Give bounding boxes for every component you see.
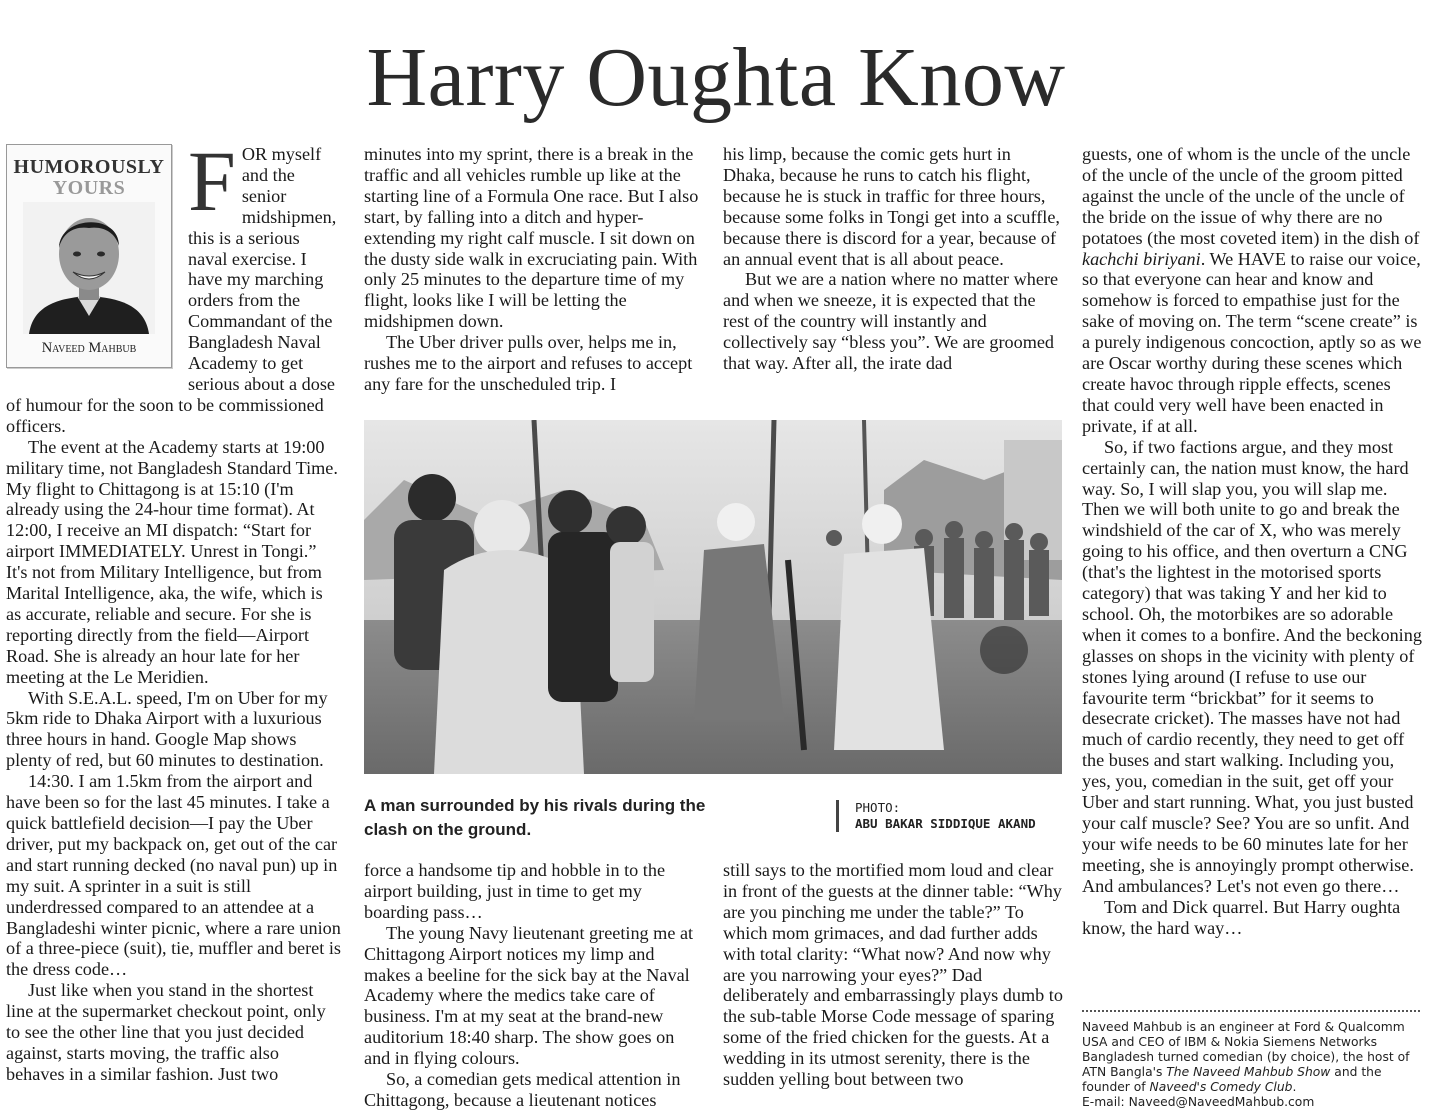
paragraph: force a handsome tip and hobble in to the airport building, just in time to get my boarding pass… xyxy=(364,860,666,922)
italic-term: kachchi biriyani xyxy=(1082,248,1201,269)
headline: Harry Oughta Know xyxy=(366,31,1066,124)
paragraph: Tom and Dick quarrel. But Harry oughta know, the hard way… xyxy=(1082,896,1401,938)
author-name: Naveed Mahbub xyxy=(41,339,137,356)
article-column-3-continued xyxy=(723,860,1063,1090)
show-name: The Naveed Mahbub Show xyxy=(1166,1065,1331,1079)
paragraph: 14:30. I am 1.5km from the airport and have been so for the last 45 minutes. I take a quick battlefield decision—I pay the Uber driver, put my backpack on, get out of the car and start running decked (no naval pun) up in my suit. A sprinter in a suit is still underdressed compared to an attendee at a Bangladeshi winter picnic, where a rare union of a three-piece (suit), tie, muffler and beret is the dress code… xyxy=(6,771,341,980)
column-badge xyxy=(6,144,172,368)
paragraph: minutes into my sprint, there is a break in the traffic and all vehicles rumble up like at the starting line of a Formula One race. But I also start, by falling into a ditch and hyper-extending my right calf muscle. I sit down on the dusty side walk in excruciating pain. With only 25 minutes to the departure time of my flight, looks like I will be letting the midshipmen down. xyxy=(364,144,699,332)
article-column-2-continued xyxy=(364,860,702,1111)
paragraph: So, if two factions argue, and they most certainly can, the nation must know, the hard way. So, I will slap you, you will slap me. Then we will both unite to go and break the windshield of the car of X, who was merely going to his office, and then overturn a CNG (that's the lightest in the motorised sports category) that was taking Y and her kid to school. Oh, the motorbikes are so adorable when it comes to a bonfire. And the beckoning glasses on shops in the vicinity with plenty of stones lying around (I refuse to use our favourite term “brickbat” for it seems to desecrate cricket). The masses have not had much of cardio recently, they need to get off the buses and start walking. Including you, yes, you, comedian in the suit, get off your Uber and start running. What, you just busted your calf muscle? See? You are so unfit. And your wife needs to be 60 minutes late for her meeting, she is annoyingly prompt otherwise. And ambulances? Let's not even go there… xyxy=(1082,436,1422,896)
badge-title-2: YOURS xyxy=(52,176,126,199)
paragraph: So, a comedian gets medical attention in Chittagong, because a lieutenant notices xyxy=(364,1069,681,1110)
photo-credit xyxy=(836,800,1036,832)
article-column-4 xyxy=(1082,144,1422,938)
news-photo xyxy=(364,420,1062,774)
paragraph: The event at the Academy starts at 19:00 military time, not Bangladesh Standard Time. My flight to Chittagong is at 15:10 (I'm already using the 24-hour time format). At 12:00, I receive an MI dispatch: “Start for airport IMMEDIATELY. Unrest in Tongi.” It's not from Military Intelligence, but from Marital Intelligence, aka, the wife, which is as accurate, reliable and secure. For she is reporting directly from the field—Airport Road. She is already an hour late for her meeting at the Le Meridien. xyxy=(6,436,338,687)
author-email: E-mail: Naveed@NaveedMahbub.com xyxy=(1082,1095,1315,1109)
paragraph: still says to the mortified mom loud and clear in front of the guests at the dinner table: “Why are you pinching me under the table?” To which mom grimaces, and dad further adds with total clarity: “What now? And now why are you narrowing your eyes?” Dad deliberately and embarrassingly plays dumb to the sub-table Morse Code message of sparing some of the fried chicken for the guests. At a wedding in its utmost serenity, there is the sudden yelling bout between two xyxy=(723,860,1063,1090)
photo-caption: A man surrounded by his rivals during the clash on the ground. xyxy=(364,796,706,839)
paragraph: Just like when you stand in the shortest line at the supermarket checkout point, only to see the other line that you just decided against, starts moving, the traffic also behaves in a similar fashion. Just two xyxy=(6,980,326,1084)
paragraph: his limp, because the comic gets hurt in Dhaka, because he runs to catch his flight, because he is stuck in traffic for three hours, because some folks in Tongi get into a scuffle, because there is discord for a year, because of an annual event that is all about peace. xyxy=(723,144,1060,269)
badge-title-1: HUMOROUSLY xyxy=(13,156,165,178)
paragraph: The young Navy lieutenant greeting me at Chittagong Airport notices my limp and makes a beeline for the sick bay at the Naval Academy where the medics take care of business. I'm at my seat at the brand-new auditorium 18:40 sharp. The show goes on and in flying colours. xyxy=(364,922,694,1069)
author-portrait xyxy=(23,202,155,334)
paragraph: With S.E.A.L. speed, I'm on Uber for my 5km ride to Dhaka Airport with a luxurious three hours in hand. Google Map shows plenty of red, but 60 minutes to destination. xyxy=(6,687,328,771)
article-column-1 xyxy=(6,133,342,1085)
paragraph: guests, one of whom is the uncle of the uncle of the uncle of the uncle of the groom pitted against the uncle of the uncle of the uncle of the bride on the issue of why there are no potatoes (the most coveted item) in the dish of kachchi biriyani. We HAVE to raise our voice, so that everyone can hear and know and somehow is forced to empathise just for the sake of moving on. The term “scene create” is a purely indigenous concoction, aptly so as we are Oscar worthy during these scenes which create havoc through ripple effects, scenes that could very well have been enacted in private, if at all. xyxy=(1082,144,1422,436)
credit-name: ABU BAKAR SIDDIQUE AKAND xyxy=(855,816,1036,831)
club-name: Naveed's Comedy Club xyxy=(1149,1080,1293,1094)
paragraph: The Uber driver pulls over, helps me in, rushes me to the airport and refuses to accept any fare for the unscheduled trip. I xyxy=(364,332,693,394)
drop-cap: F xyxy=(188,133,236,229)
paragraph: But we are a nation where no matter where and when we sneeze, it is expected that the rest of the country will instantly and collectively say “bless you”. We are groomed that way. After all, the irate dad xyxy=(723,269,1059,374)
article-column-2 xyxy=(364,144,702,395)
paragraph: OR myself and the senior midshipmen, this is a serious naval exercise. I have my marching orders from the Commandant of the Bangladesh Naval Academy to get serious about a dose of humour for the soon to be commissioned officers. xyxy=(6,144,337,436)
credit-label: PHOTO: xyxy=(855,800,901,815)
author-bio: Naveed Mahbub is an engineer at Ford & Qualcomm USA and CEO of IBM & Nokia Siemens Networks Bangladesh turned comedian (by choice), the host of ATN Bangla's The Naveed Mahbub Show and the founder of Naveed's Comedy Club. E-mail: Naveed@NaveedMahbub.com xyxy=(1082,1020,1410,1109)
article-column-3 xyxy=(723,144,1063,374)
bio-divider xyxy=(1082,1010,1420,1012)
